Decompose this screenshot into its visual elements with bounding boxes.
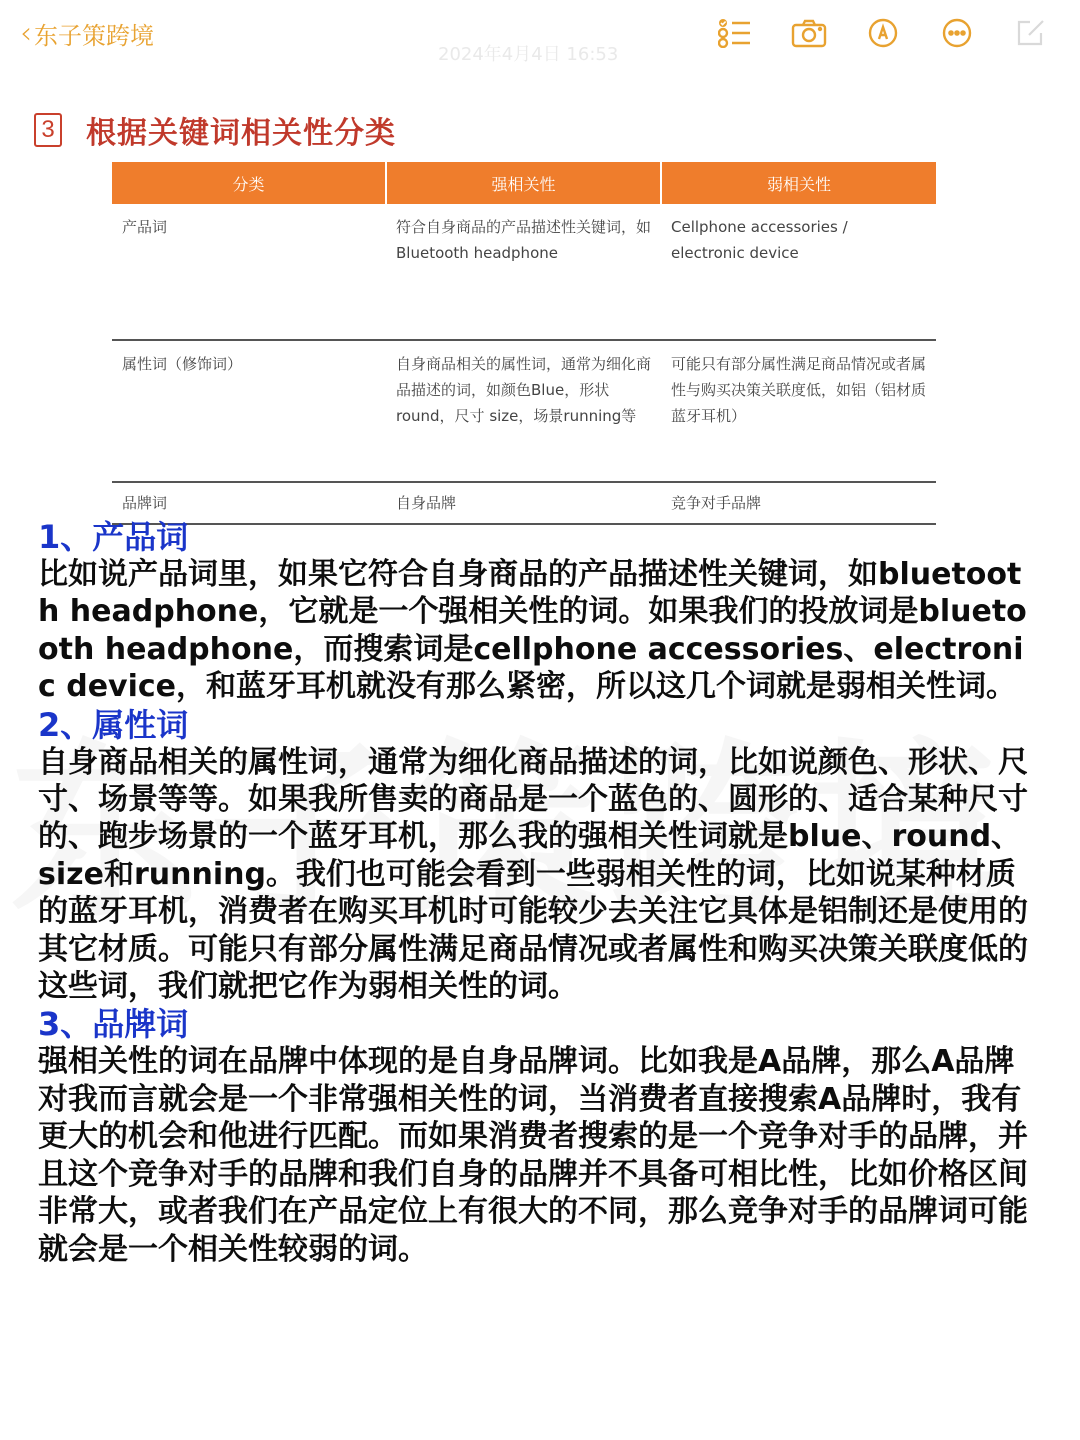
table-header-strong: 强相关性: [386, 162, 661, 204]
section-heading: [34, 108, 396, 152]
table-cell: Cellphone accessories / electronic device: [661, 204, 936, 340]
table-cell: 自身品牌: [386, 482, 661, 524]
section-title: 根据关键词相关性分类: [86, 116, 396, 151]
table-cell: 符合自身商品的产品描述性关键词，如Bluetooth headphone: [386, 204, 661, 340]
table-header-weak: 弱相关性: [661, 162, 936, 204]
table-cell: 可能只有部分属性满足商品情况或者属性与购买决策关联度低，如铝（铝材质蓝牙耳机）: [661, 340, 936, 482]
section-number: 3: [34, 113, 62, 147]
paragraph-attribute-words: 自身商品相关的属性词，通常为细化商品描述的词，比如说颜色、形状、尺寸、场景等等。如果我所售卖的商品是一个蓝色的、圆形的、适合某种尺寸的、跑步场景的一个蓝牙耳机，那么我的强相关性词就是blue、round、size和running。我们也可能会看到一些弱相关性的词，比如说某种材质的蓝牙耳机，消费者在购买耳机时可能较少去关注它具体是铝制还是使用的其它材质。可能只有部分属性满足商品情况或者属性和购买决策关联度低的这些词，我们就把它作为弱相关性的词。: [38, 744, 1028, 1005]
markup-pen-icon[interactable]: [864, 14, 902, 52]
more-icon[interactable]: [938, 14, 976, 52]
table-cell: 自身商品相关的属性词，通常为细化商品描述的词，如颜色Blue，形状round，尺寸 size，场景running等: [386, 340, 661, 482]
checklist-icon[interactable]: [716, 14, 754, 52]
note-timestamp: 2024年4月4日 16:53: [438, 44, 619, 65]
note-body[interactable]: [38, 518, 1038, 1268]
table-header-category: 分类: [112, 162, 386, 204]
keyword-relevance-table: [112, 162, 936, 525]
back-label: 东子策跨境: [34, 22, 154, 50]
back-button[interactable]: [20, 16, 154, 51]
top-bar: [0, 0, 1080, 70]
toolbar: [716, 14, 1050, 52]
table-cell: 属性词（修饰词）: [112, 340, 386, 482]
camera-icon[interactable]: [790, 14, 828, 52]
table-cell: 竞争对手品牌: [661, 482, 936, 524]
table-cell: 产品词: [112, 204, 386, 340]
chevron-left-icon: ‹: [20, 15, 32, 51]
paragraph-product-words: 比如说产品词里，如果它符合自身商品的产品描述性关键词，如bluetooth headphone，它就是一个强相关性的词。如果我们的投放词是bluetooth headphone，而搜索词是cellphone accessories、electronic device，和蓝牙耳机就没有那么紧密，所以这几个词就是弱相关性词。: [38, 557, 1027, 705]
paragraph-brand-words: 强相关性的词在品牌中体现的是自身品牌词。比如我是A品牌，那么A品牌对我而言就会是一个非常强相关性的词，当消费者直接搜索A品牌时，我有更大的机会和他进行匹配。而如果消费者搜索的是一个竞争对手的品牌，并且这个竞争对手的品牌和我们自身的品牌并不具备可相比性，比如价格区间非常大，或者我们在产品定位上有很大的不同，那么竞争对手的品牌词可能就会是一个相关性较弱的词。: [38, 1044, 1028, 1267]
table-row: [112, 340, 936, 482]
table-row: [112, 204, 936, 340]
compose-icon[interactable]: [1012, 14, 1050, 52]
table-header-row: [112, 162, 936, 204]
heading-brand-words: 3、品牌词: [38, 1005, 189, 1044]
heading-product-words: 1、产品词: [38, 518, 189, 556]
heading-attribute-words: 2、属性词: [38, 705, 189, 744]
table-cell: 品牌词: [112, 482, 386, 524]
